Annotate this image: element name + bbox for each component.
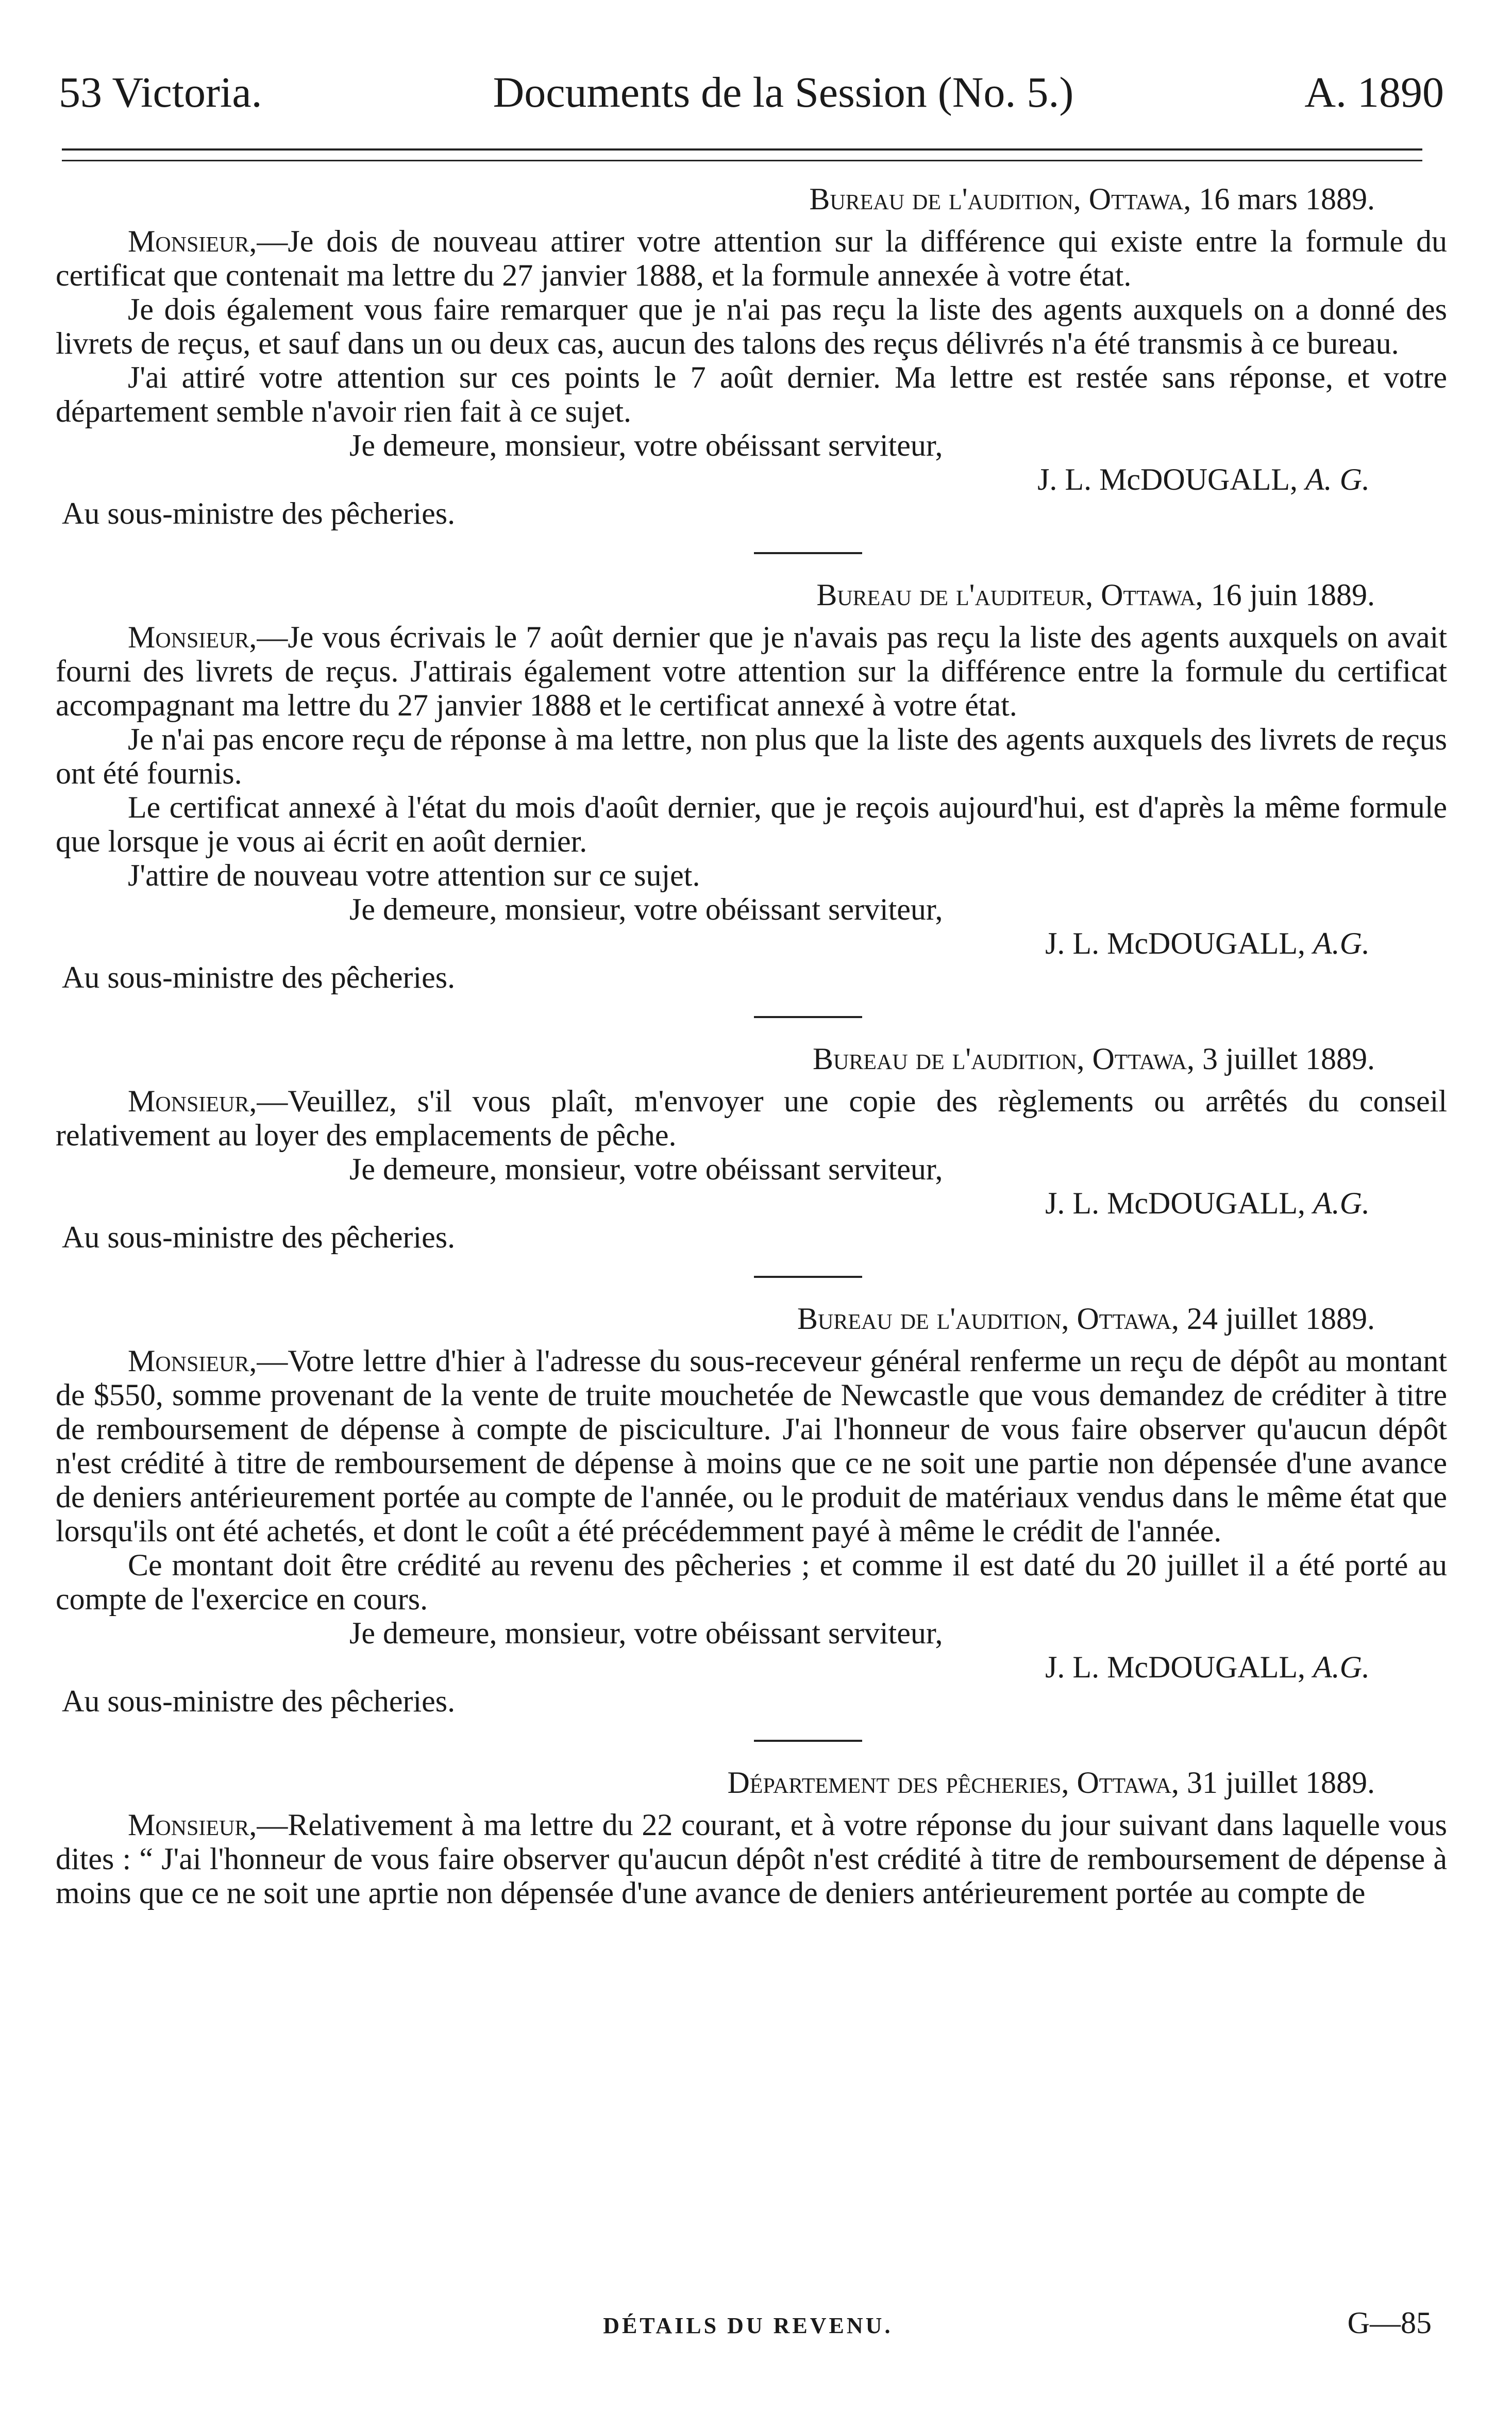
running-header	[56, 67, 1447, 119]
signature	[56, 462, 1447, 496]
dateline-date: 24 juillet 1889.	[1187, 1302, 1375, 1336]
paragraph	[56, 224, 1447, 292]
signature	[56, 926, 1447, 960]
letter-separator	[754, 552, 862, 554]
dateline-place: Bureau de l'audition, Ottawa,	[813, 1042, 1195, 1076]
document-page	[56, 67, 1447, 1910]
dateline-place: Bureau de l'audition, Ottawa,	[809, 182, 1191, 216]
paragraph: Je n'ai pas encore reçu de réponse à ma lettre, non plus que la liste des agents auxquels des livrets de reçus ont été fournis.	[56, 722, 1447, 790]
signature-title: A.G.	[1313, 1650, 1370, 1684]
salutation: Monsieur,	[128, 224, 257, 258]
paragraph	[56, 1084, 1447, 1152]
signature-title: A. G.	[1305, 462, 1370, 496]
paragraph: J'attire de nouveau votre attention sur ce sujet.	[128, 858, 700, 892]
signature-name: J. L. McDOUGALL,	[1037, 462, 1298, 496]
letter-2	[56, 578, 1447, 994]
dateline	[56, 578, 1447, 612]
paragraph: J'ai attiré votre attention sur ces points le 7 août dernier. Ma lettre est restée sans réponse, et votre département semble n'avoir rien fait à ce sujet.	[56, 360, 1447, 428]
letter-4	[56, 1302, 1447, 1718]
running-footer	[56, 2305, 1447, 2341]
paragraph-text: —Veuillez, s'il vous plaît, m'envoyer une copie des règlements ou arrêtés du conseil relativement au loyer des emplacements de pêche.	[56, 1084, 1447, 1152]
letter-5	[56, 1766, 1447, 1910]
dateline-place: Bureau de l'auditeur, Ottawa,	[816, 578, 1203, 612]
signature-name: J. L. McDOUGALL,	[1045, 926, 1306, 960]
closing: Je demeure, monsieur, votre obéissant serviteur,	[349, 1152, 943, 1186]
letter-3	[56, 1042, 1447, 1254]
paragraph: Je dois également vous faire remarquer que je n'ai pas reçu la liste des agents auxquels on a donné des livrets de reçus, et sauf dans un ou deux cas, aucun des talons des reçus délivrés n'a été transmis à ce bureau.	[56, 292, 1447, 360]
dateline	[56, 1302, 1447, 1336]
paragraph-text: —Votre lettre d'hier à l'adresse du sous-receveur général renferme un reçu de dépôt au montant de $550, somme provenant de la vente de truite mouchetée de Newcastle que vous demandez de créditer à titre de remboursement de dépense à compte de pisciculture. J'ai l'honneur de vous faire observer qu'aucun dépôt n'est crédité à titre de remboursement de dépense à moins que ce ne soit une partie non dépensée d'une avance de deniers antérieurement portée au compte de l'année, ou le produit de matériaux vendus dans le même état que lorsqu'ils ont été achetés, et dont le coût a été précédemment payé à même le crédit de l'année.	[56, 1344, 1447, 1548]
letter-separator	[754, 1276, 862, 1278]
addressee: Au sous-ministre des pêcheries.	[62, 496, 456, 530]
signature	[56, 1650, 1447, 1684]
dateline-place: Bureau de l'audition, Ottawa,	[797, 1302, 1180, 1336]
dateline-date: 16 juin 1889.	[1211, 578, 1375, 612]
paragraph: Le certificat annexé à l'état du mois d'août dernier, que je reçois aujourd'hui, est d'après la même formule que lorsque je vous ai écrit en août dernier.	[56, 790, 1447, 858]
header-year: A. 1890	[1304, 69, 1444, 117]
signature-name: J. L. McDOUGALL,	[1045, 1650, 1306, 1684]
dateline-date: 16 mars 1889.	[1199, 182, 1375, 216]
signature-title: A.G.	[1313, 1186, 1370, 1220]
header-title: Documents de la Session (No. 5.)	[493, 69, 1074, 117]
salutation: Monsieur,	[128, 1808, 257, 1842]
paragraph-text: —Je dois de nouveau attirer votre attention sur la différence qui existe entre la formule du certificat que contenait ma lettre du 27 janvier 1888, et la formule annexée à votre état.	[56, 224, 1447, 292]
signature	[56, 1186, 1447, 1220]
closing: Je demeure, monsieur, votre obéissant serviteur,	[349, 892, 943, 926]
closing: Je demeure, monsieur, votre obéissant serviteur,	[349, 428, 943, 462]
dateline-date: 31 juillet 1889.	[1187, 1766, 1375, 1800]
dateline	[56, 1766, 1447, 1800]
footer-page-number: G—85	[1347, 2306, 1432, 2340]
letter-separator	[754, 1740, 862, 1742]
paragraph	[56, 620, 1447, 722]
paragraph: Ce montant doit être crédité au revenu des pêcheries ; et comme il est daté du 20 juillet il a été porté au compte de l'exercice en cours.	[56, 1548, 1447, 1616]
dateline-place: Département des pêcheries, Ottawa,	[727, 1766, 1180, 1800]
paragraph	[56, 1808, 1447, 1910]
salutation: Monsieur,	[128, 1084, 257, 1118]
addressee: Au sous-ministre des pêcheries.	[62, 1220, 456, 1254]
header-double-rule	[62, 148, 1422, 161]
signature-title: A.G.	[1313, 926, 1370, 960]
addressee: Au sous-ministre des pêcheries.	[62, 960, 456, 994]
header-volume: 53 Victoria.	[59, 69, 262, 117]
dateline-date: 3 juillet 1889.	[1202, 1042, 1375, 1076]
letter-separator	[754, 1016, 862, 1018]
paragraph-text: —Relativement à ma lettre du 22 courant, et à votre réponse du jour suivant dans laquelle vous dites : “ J'ai l'honneur de vous faire observer qu'aucun dépôt n'est crédité à titre de remboursement de dépense à moins que ce ne soit une aprtie non dépensée d'une avance de deniers antérieurement portée au compte de	[56, 1808, 1447, 1910]
addressee: Au sous-ministre des pêcheries.	[62, 1684, 456, 1718]
closing: Je demeure, monsieur, votre obéissant serviteur,	[349, 1616, 943, 1650]
salutation: Monsieur,	[128, 1344, 257, 1378]
dateline	[56, 182, 1447, 216]
dateline	[56, 1042, 1447, 1076]
letter-1	[56, 182, 1447, 530]
paragraph-text: —Je vous écrivais le 7 août dernier que je n'avais pas reçu la liste des agents auxquels on avait fourni des livrets de reçus. J'attirais également votre attention sur la différence entre la formule du certificat accompagnant ma lettre du 27 janvier 1888 et le certificat annexé à votre état.	[56, 620, 1447, 722]
salutation: Monsieur,	[128, 620, 257, 654]
signature-name: J. L. McDOUGALL,	[1045, 1186, 1306, 1220]
footer-section-title: DÉTAILS DU REVENU.	[603, 2313, 893, 2338]
paragraph	[56, 1344, 1447, 1548]
